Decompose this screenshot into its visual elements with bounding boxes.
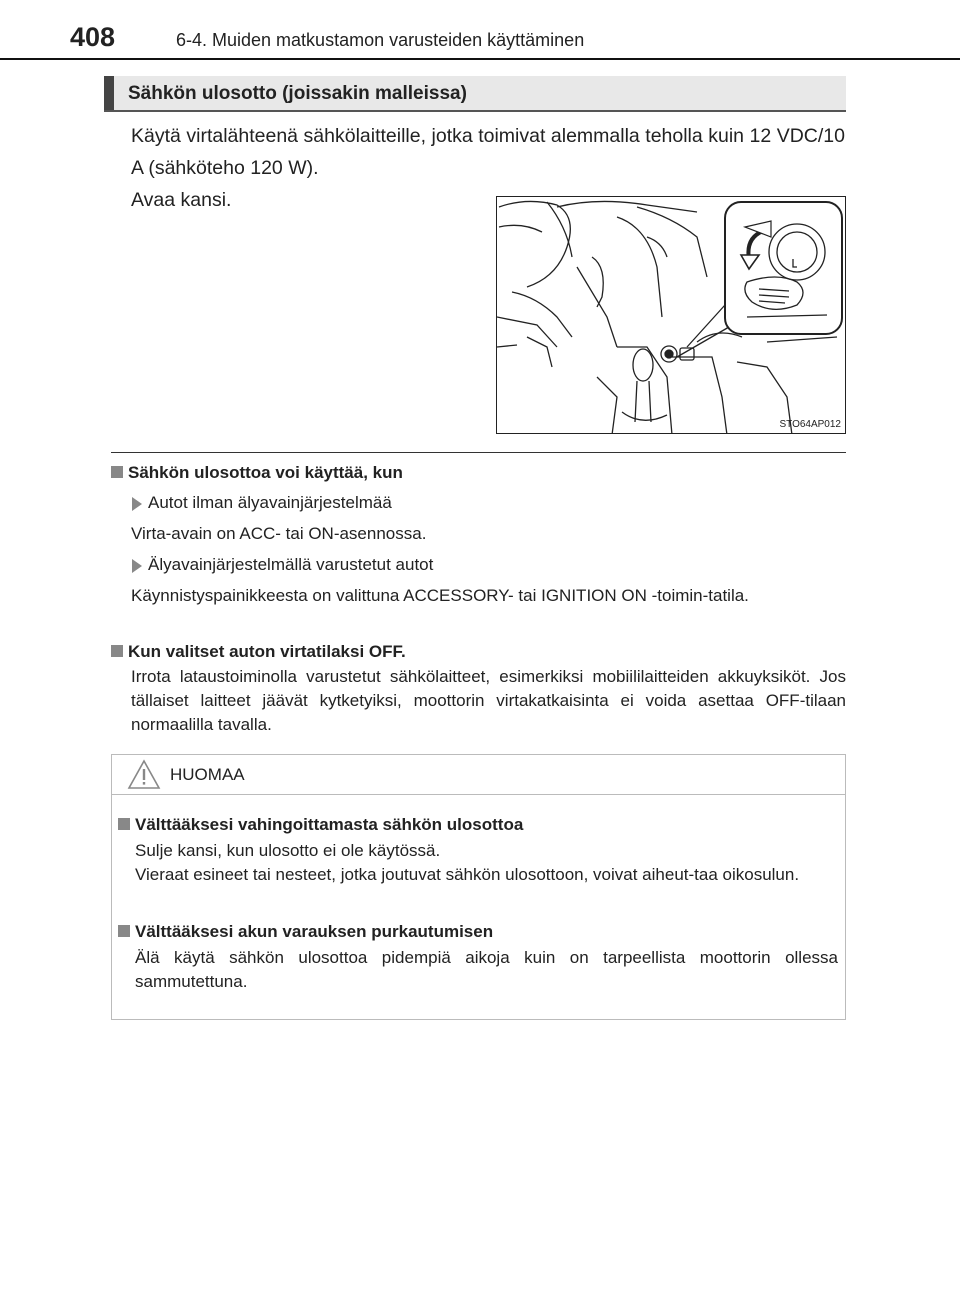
warning-triangle-icon — [127, 759, 161, 791]
square-bullet-icon — [118, 925, 130, 937]
note-usage-conditions — [111, 462, 846, 608]
arrow-bullet-item: Älyavainjärjestelmällä varustetut autot — [111, 554, 846, 576]
note-text: Irrota lataustoiminolla varustetut sähkölaitteet, esimerkiksi mobiililaitteiden akkuyksiköt. Jos tällaiset laitteet jäävät kytketyiksi, moottorin virtakatkaisinta ei voida asettaa OFF-tilaan normaalilla tavalla. — [131, 667, 846, 734]
triangle-bullet-icon — [132, 497, 142, 511]
caution-section-battery — [118, 921, 838, 994]
caution-heading: Välttääksesi vahingoittamasta sähkön ulosottoa — [118, 814, 838, 836]
page-number: 408 — [70, 22, 116, 52]
caution-heading: Välttääksesi akun varauksen purkautumisen — [118, 921, 838, 943]
note-power-off — [111, 641, 846, 737]
caution-section-outlet — [118, 814, 838, 887]
note-heading: Kun valitset auton virtatilaksi OFF. — [111, 641, 846, 663]
power-outlet-illustration — [496, 196, 846, 434]
section-title-bar — [104, 76, 846, 112]
caution-text: Sulje kansi, kun ulosotto ei ole käytössä. — [135, 841, 441, 860]
section-title: Sähkön ulosotto (joissakin malleissa) — [128, 83, 467, 104]
caution-title: HUOMAA — [170, 765, 245, 784]
arrow-bullet-item: Autot ilman älyavainjärjestelmää — [111, 492, 846, 514]
caution-text: Älä käytä sähkön ulosottoa pidempiä aikoja kuin on tarpeellista moottorin ollessa sammutettuna. — [135, 948, 838, 991]
square-bullet-icon — [111, 466, 123, 478]
intro-paragraph: Käytä virtalähteenä sähkölaitteille, jotka toimivat alemmalla teholla kuin 12 VDC/10 A (sähköteho 120 W). — [131, 125, 845, 179]
triangle-bullet-icon — [132, 559, 142, 573]
header-rule — [0, 58, 960, 60]
note-text: Virta-avain on ACC- tai ON-asennossa. — [131, 524, 427, 543]
square-bullet-icon — [111, 645, 123, 657]
note-heading: Sähkön ulosottoa voi käyttää, kun — [111, 462, 846, 484]
chapter-title: 6-4. Muiden matkustamon varusteiden käyttäminen — [176, 30, 585, 50]
section-marker — [104, 76, 114, 110]
step-text: Avaa kansi. — [131, 189, 232, 211]
caution-header — [112, 755, 845, 795]
figure-code: STO64AP012 — [779, 419, 841, 430]
section-divider — [111, 452, 846, 453]
square-bullet-icon — [118, 818, 130, 830]
caution-box — [111, 754, 846, 1020]
dashboard-drawing — [497, 197, 846, 434]
caution-text: Vieraat esineet tai nesteet, jotka joutuvat sähkön ulosottoon, voivat aiheut-taa oikosulun. — [135, 865, 800, 884]
note-text: Käynnistyspainikkeesta on valittuna ACCESSORY- tai IGNITION ON -toimin-tatila. — [131, 586, 749, 605]
